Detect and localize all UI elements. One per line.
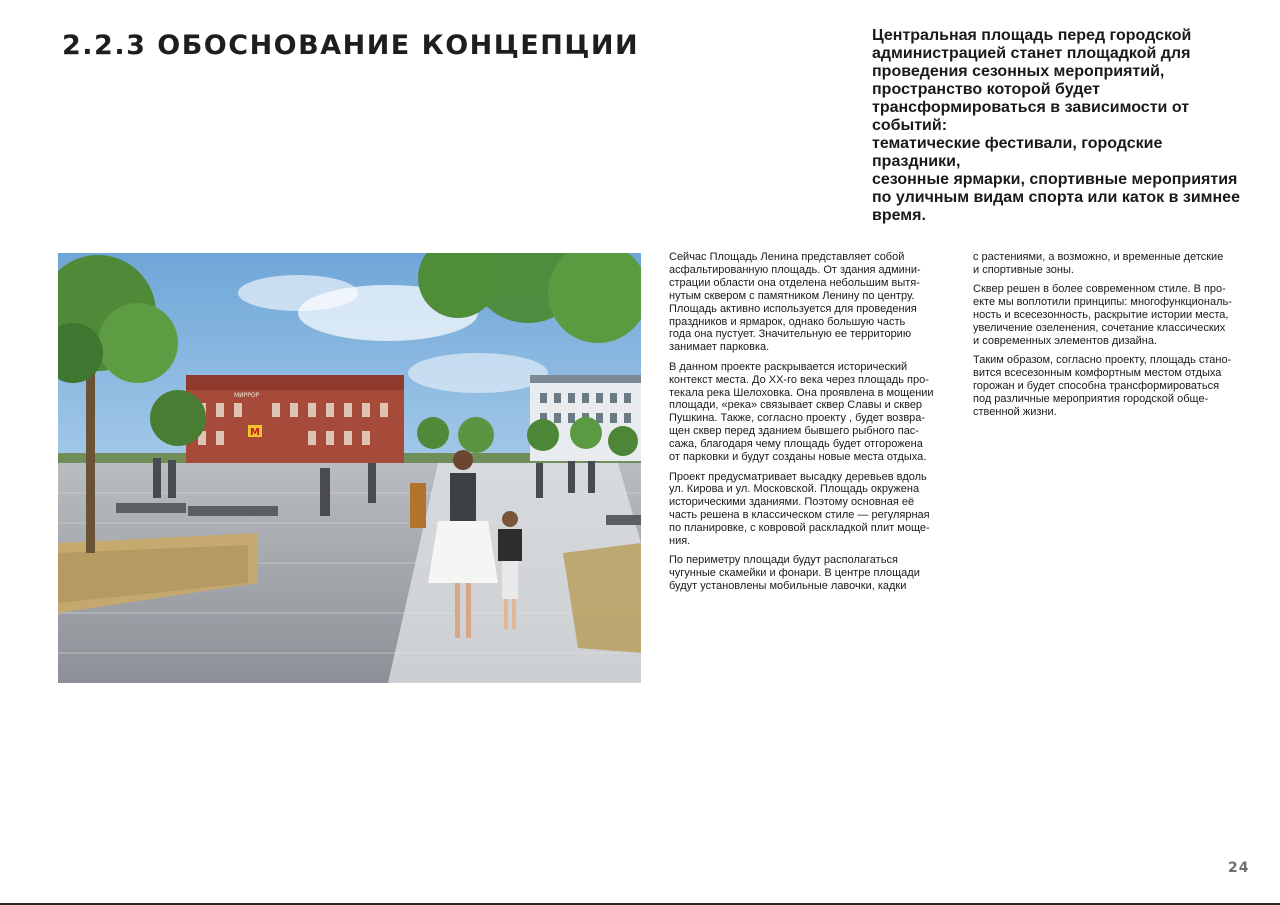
body-line: часть решена в классическом стиле — регулярная — [669, 509, 930, 522]
body-line: по планировке, с ковровой раскладкой плит моще- — [669, 522, 930, 535]
body-paragraph — [973, 354, 1248, 419]
body-line: ственной жизни. — [973, 405, 1057, 418]
body-line: сажа, благодаря чему площадь будет отгорожена — [669, 438, 923, 451]
lead-line: администрацией станет площадкой для — [872, 45, 1191, 62]
body-line: Сквер решен в более современном стиле. В про- — [973, 283, 1226, 296]
lead-paragraph — [872, 27, 1252, 225]
body-line: вится всесезонным комфортным местом отдыха — [973, 367, 1222, 380]
body-line: По периметру площади будут располагаться — [669, 554, 898, 567]
body-line: ность и всесезонность, раскрытие истории места, — [973, 309, 1229, 322]
body-paragraph — [669, 251, 949, 354]
body-line: екте мы воплотили принципы: многофункциональ- — [973, 296, 1232, 309]
body-paragraph — [669, 361, 949, 464]
body-line: занимает парковка. — [669, 341, 770, 354]
lead-line: Центральная площадь перед городской — [872, 27, 1192, 44]
body-line: и спортивные зоны. — [973, 263, 1074, 276]
body-line: горожан и будет способна трансформироваться — [973, 380, 1220, 393]
body-line: текала река Шелоховка. Она проявлена в мощении — [669, 386, 934, 399]
body-line: нутым сквером с памятником Ленину по центру. — [669, 289, 915, 302]
body-line: под различные мероприятия городской обще- — [973, 393, 1209, 406]
body-line: контекст места. До XX-го века через площадь про- — [669, 373, 929, 386]
body-text-column-2 — [973, 251, 1248, 425]
body-line: с растениями, а возможно, и временные детские — [973, 251, 1224, 263]
lead-line: тематические фестивали, городские праздники, — [872, 135, 1163, 170]
lead-line: пространство которой будет — [872, 81, 1100, 98]
body-line: Пушкина. Также, согласно проекту , будет возвра- — [669, 412, 926, 425]
body-line: В данном проекте раскрывается исторический — [669, 360, 908, 373]
body-line: асфальтированную площадь. От здания админи- — [669, 263, 921, 276]
lead-line: проведения сезонных мероприятий, — [872, 63, 1165, 80]
shop-sign: МИРРОР — [234, 392, 260, 399]
body-line: от парковки и будут созданы новые места отдыха. — [669, 451, 927, 464]
body-paragraph — [669, 554, 949, 593]
lead-line: по уличным видам спорта или каток в зимнее — [872, 189, 1240, 206]
body-paragraph — [669, 471, 949, 548]
body-line: чугунные скамейки и фонари. В центре площади — [669, 567, 920, 580]
lead-line: сезонные ярмарки, спортивные мероприятия — [872, 171, 1238, 188]
page-number: 24 — [1228, 860, 1250, 876]
body-line: праздников и ярмарок, однако большую часть — [669, 315, 906, 328]
body-line: площади, «река» связывает сквер Славы и сквер — [669, 399, 923, 412]
body-line: историческими зданиями. Поэтому основная её — [669, 496, 915, 509]
body-line: ул. Кирова и ул. Московской. Площадь окружена — [669, 483, 920, 496]
body-line: Площадь активно используется для проведения — [669, 302, 917, 315]
red-brick-building — [186, 375, 404, 468]
lead-line: время. — [872, 207, 926, 224]
section-title: 2.2.3 ОБОСНОВАНИЕ КОНЦЕПЦИИ — [62, 30, 640, 61]
body-line: будут установлены мобильные лавочки, кадки — [669, 580, 907, 593]
lead-line: трансформироваться в зависимости от событий: — [872, 99, 1190, 134]
body-line: увеличение озеленения, сочетание классических — [973, 322, 1226, 335]
body-line: Сейчас Площадь Ленина представляет собой — [669, 251, 905, 263]
storefront-sign: M — [250, 427, 260, 438]
body-line: Проект предусматривает высадку деревьев вдоль — [669, 470, 927, 483]
body-line: и современных элементов дизайна. — [973, 334, 1158, 347]
body-text-column-1 — [669, 251, 949, 600]
body-paragraph — [973, 283, 1248, 348]
body-paragraph — [973, 251, 1248, 277]
concept-rendering-photo — [58, 253, 641, 683]
body-line: ния. — [669, 535, 691, 548]
body-line: страции области она отделена небольшим вытя- — [669, 276, 920, 289]
body-line: щен сквер перед зданием бывшего рыбного пас- — [669, 425, 919, 438]
body-line: года она пустует. Значительную ее территорию — [669, 328, 912, 341]
body-line: Таким образом, согласно проекту, площадь стано- — [973, 354, 1232, 367]
